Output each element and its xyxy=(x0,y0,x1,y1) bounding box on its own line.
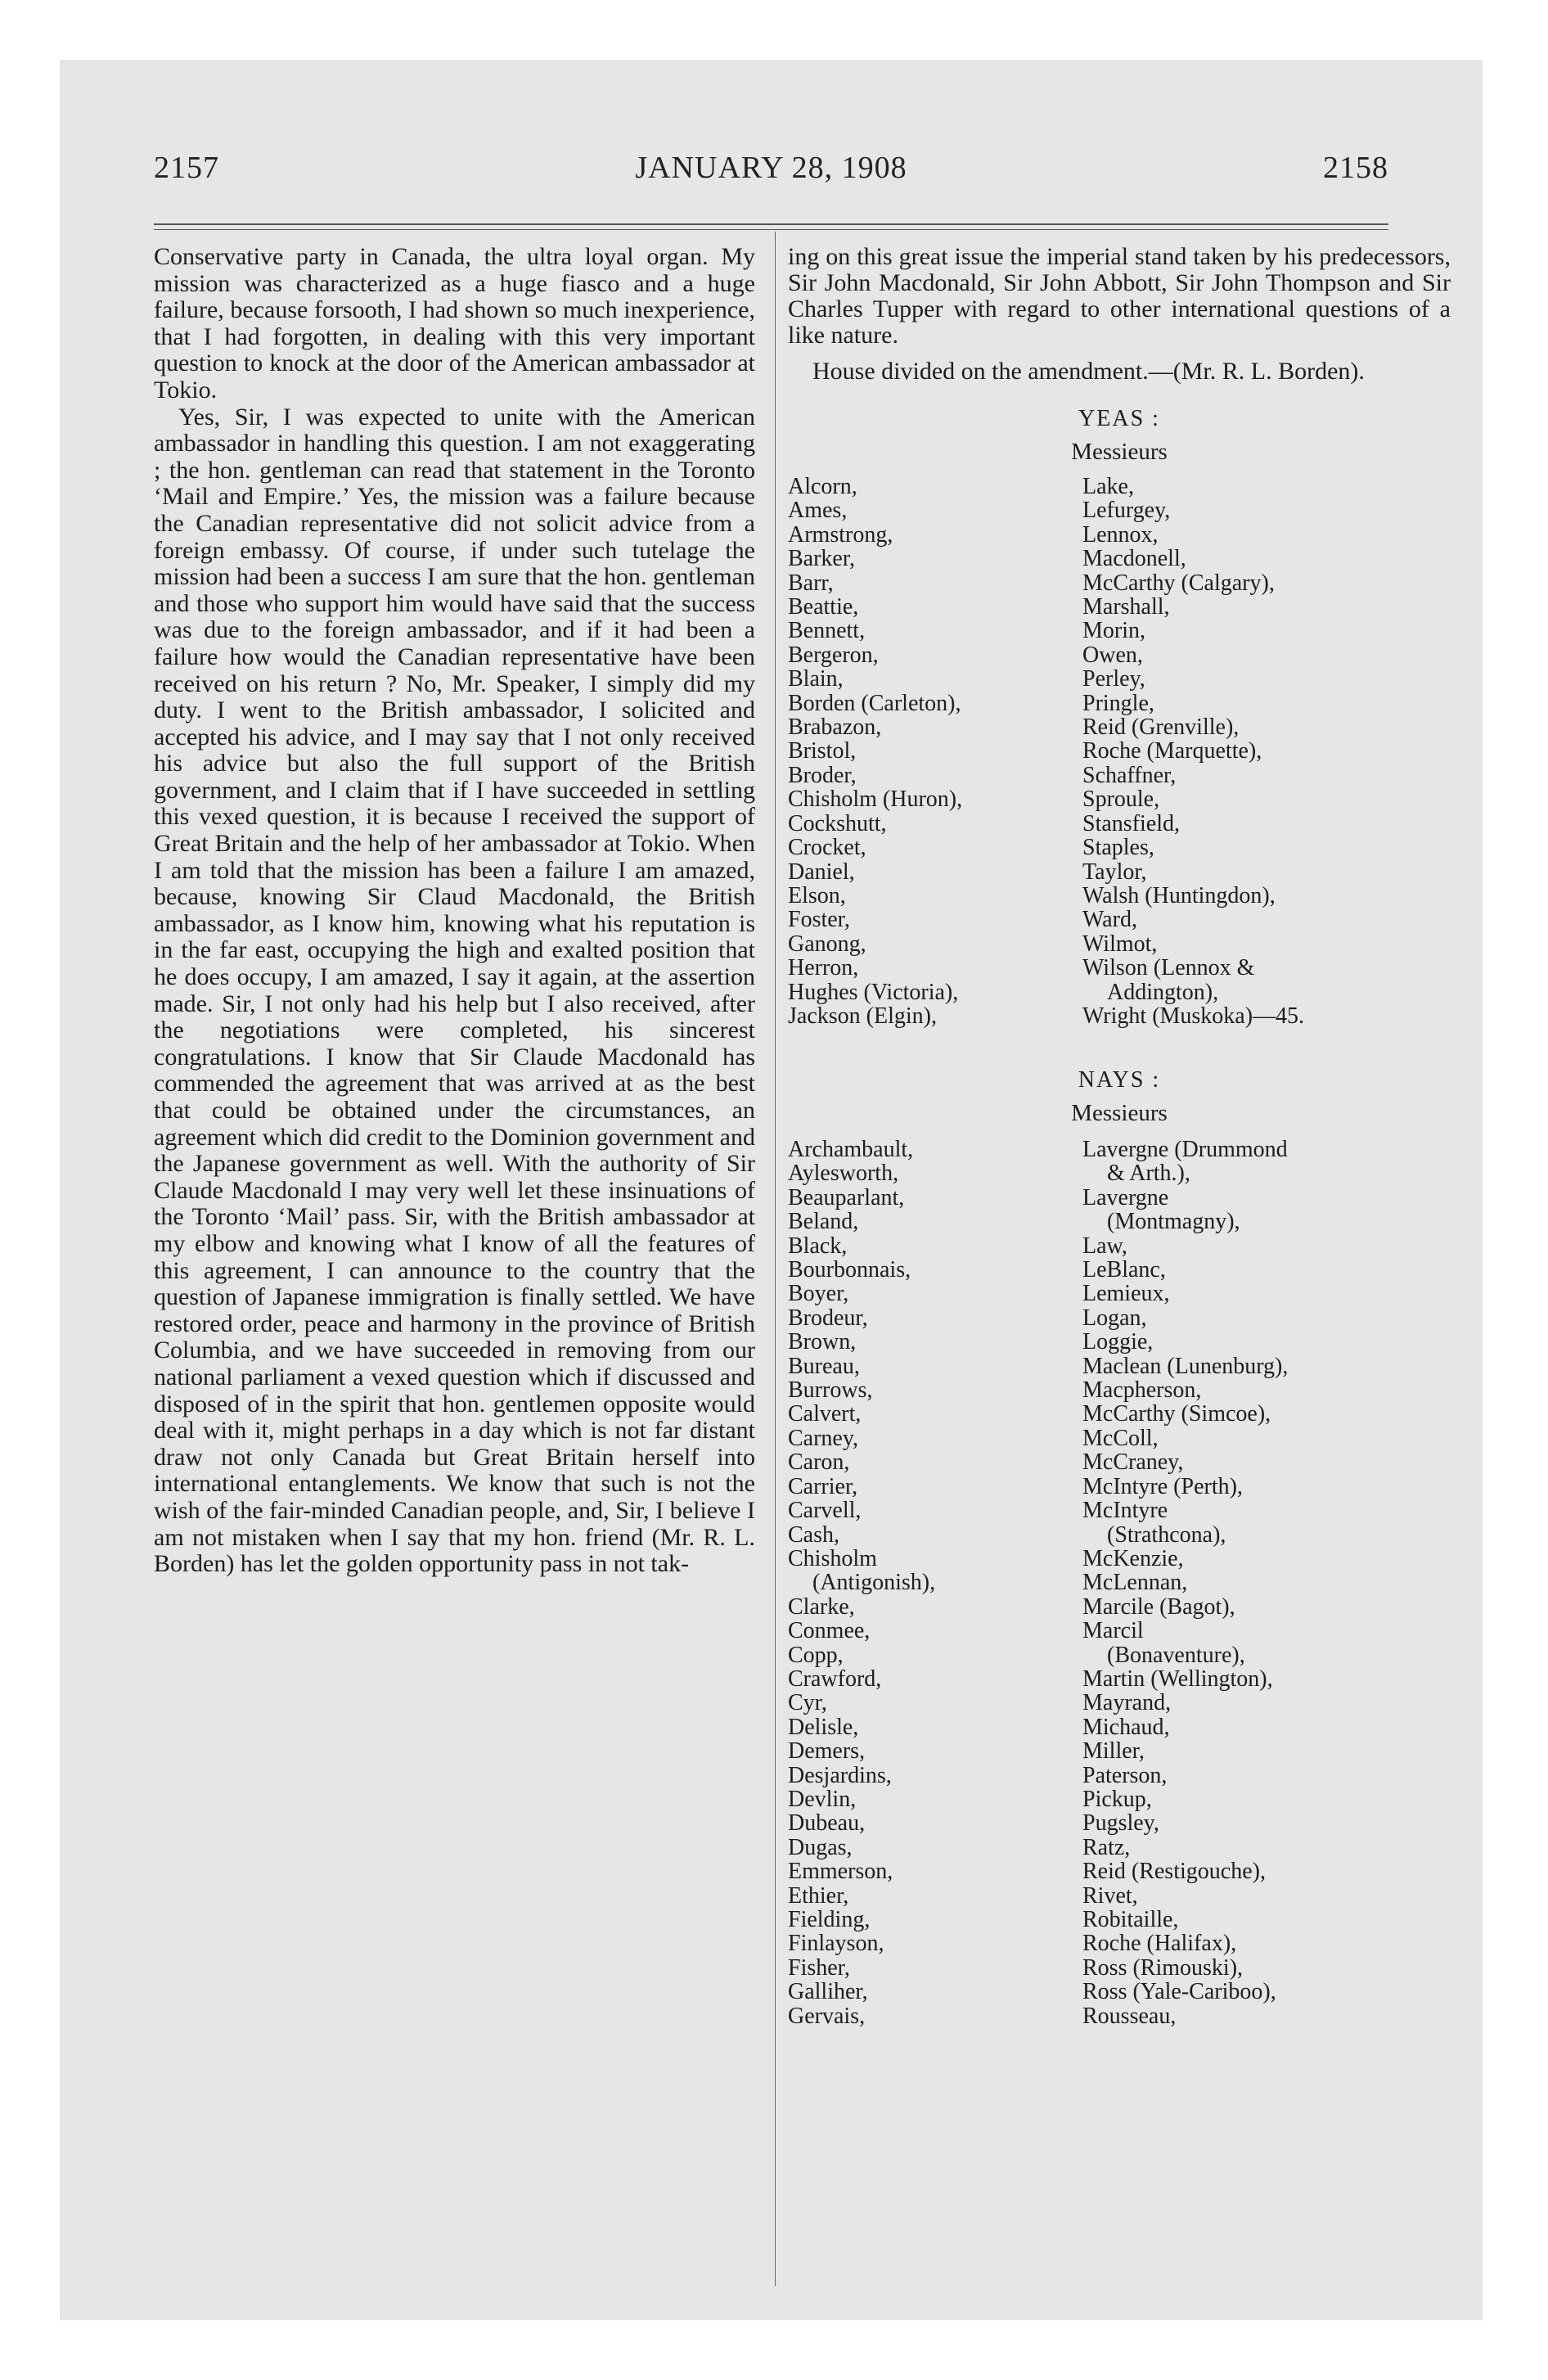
paragraph: Conservative party in Canada, the ultra loyal organ. My mission was characterized as a huge fiasco and a huge failure, because forsooth, I had shown so much inexperience, that I had forgotten, in dealing with this very important question to knock at the door of the American ambassador at Tokio. xyxy=(154,243,755,403)
member-name: McIntyre (Perth), xyxy=(1082,1473,1243,1499)
member-name: Armstrong, xyxy=(788,521,893,548)
member-name: Calvert, xyxy=(788,1401,862,1427)
member-name: (Montmagny), xyxy=(1107,1209,1240,1235)
member-name: McKenzie, xyxy=(1082,1545,1184,1571)
member-name: Foster, xyxy=(788,907,850,933)
member-name: McCarthy (Simcoe), xyxy=(1082,1401,1271,1427)
member-name: Broder, xyxy=(788,762,857,788)
member-name: Ross (Yale-Cariboo), xyxy=(1082,1979,1276,2005)
member-name: Macpherson, xyxy=(1082,1377,1202,1404)
member-name: Stansfield, xyxy=(1082,810,1180,836)
member-name: Law, xyxy=(1082,1233,1127,1259)
member-name: Clarke, xyxy=(788,1593,855,1620)
member-name: Robitaille, xyxy=(1082,1907,1179,1932)
member-name: Demers, xyxy=(788,1738,866,1765)
member-name: Jackson (Elgin), xyxy=(788,1003,937,1029)
header-rule-thin xyxy=(154,229,1388,230)
yeas-column-1 xyxy=(788,475,1082,1028)
member-name: Paterson, xyxy=(1082,1762,1168,1788)
member-name: Walsh (Huntingdon), xyxy=(1082,882,1276,908)
member-name: Hughes (Victoria), xyxy=(788,979,959,1005)
member-name: Archambault, xyxy=(788,1137,914,1162)
member-name: Marcile (Bagot), xyxy=(1082,1593,1235,1620)
member-name: Fielding, xyxy=(788,1907,871,1932)
page-number-right: 2158 xyxy=(1323,151,1388,185)
member-name: Ames, xyxy=(788,498,848,524)
member-name: Mayrand, xyxy=(1082,1690,1172,1716)
yeas-column-2 xyxy=(1082,475,1451,1028)
member-name: Lavergne xyxy=(1082,1184,1169,1210)
member-name: Boyer, xyxy=(788,1281,849,1307)
member-name: & Arth.), xyxy=(1107,1161,1190,1187)
member-name: Reid (Grenville), xyxy=(1082,714,1240,741)
member-name: Crawford, xyxy=(788,1666,882,1692)
column-divider xyxy=(775,232,776,2286)
member-name: Loggie, xyxy=(1082,1329,1154,1355)
paragraph: Yes, Sir, I was expected to unite with the American ambassador in handling this question. I am not exaggerating ; the hon. gentleman can read that statement in the Toronto ‘Mail and Empire.’ Yes, the mission was a failure because the Canadian representative did not solicit advice from a foreign embassy. Of course, if under such tutelage the mission had been a success I am sure that the hon. gentleman and those who support him would have said that the success was due to the foreign ambassador, and if it had been a failure how would the Canadian representative have been received on his return ? No, Mr. Speaker, I simply did my duty. I went to the British ambassador, I solicited and accepted his advice, and I may say that I not only received his advice but also the full support of the British government, and I claim that if I have succeeded in settling this vexed question, it is because I received the support of Great Britain and the help of her ambassador at Tokio. When I am told that the mission has been a failure I am amazed, because, knowing Sir Claud Macdonald, the British ambassador, as I know him, knowing what his reputation is in the far east, occupying the high and exalted position that he does occupy, I am amazed, I say it again, at the assertion made. Sir, I not only had his help but I also received, after the negotiations were completed, his sincerest congratulations. I know that Sir Claude Macdonald has commended the agreement that was arrived at as the best that could be obtained under the circumstances, an agreement which did credit to the Dominion government and the Japanese government as well. With the authority of Sir Claude Macdonald I may very well let these insinuations of the Toronto ‘Mail’ pass. Sir, with the British ambassador at my elbow and knowing what I know of all the features of this agreement, I can announce to the country that the question of Japanese immigration is finally settled. We have restored order, peace and harmony in the province of British Columbia, and we have succeeded in removing from our national parliament a vexed question which if discussed and disposed of in the spirit that hon. gentlemen opposite would deal with it, might perhaps in a day which is not far distant draw not only Canada but Great Britain herself into international entanglements. We know that such is not the wish of the fair-minded Canadian people, and, Sir, I believe I am not mistaken when I say that my hon. friend (Mr. R. L. Borden) has let the golden opportunity pass in not tak- xyxy=(154,403,755,1578)
member-name: Gervais, xyxy=(788,2003,866,2029)
member-name: Marshall, xyxy=(1082,594,1170,620)
member-name: Brabazon, xyxy=(788,714,882,741)
right-column xyxy=(788,244,1451,2038)
member-name: Borden (Carleton), xyxy=(788,690,961,716)
page-header xyxy=(154,150,1388,191)
member-name: Bureau, xyxy=(788,1353,860,1379)
header-rule xyxy=(154,223,1388,225)
member-name: Copp, xyxy=(788,1642,844,1668)
member-name: Marcil xyxy=(1082,1618,1144,1644)
member-name: Ward, xyxy=(1082,907,1137,933)
member-name: McLennan, xyxy=(1082,1570,1188,1596)
member-name: McColl, xyxy=(1082,1425,1159,1451)
member-name: Wilmot, xyxy=(1082,931,1158,957)
paragraph-continuation: ing on this great issue the imperial stand taken by his predecessors, Sir John Macdonald, Sir John Abbott, Sir John Thompson and Sir Charles Tupper with regard to other international questions of a like nature. xyxy=(788,243,1451,349)
member-name: Morin, xyxy=(1082,618,1145,644)
member-name: McIntyre xyxy=(1082,1498,1168,1524)
member-name: Beauparlant, xyxy=(788,1184,905,1210)
member-name: Elson, xyxy=(788,882,846,908)
member-name: Lavergne (Drummond xyxy=(1082,1137,1288,1162)
member-name: Pickup, xyxy=(1082,1786,1152,1812)
member-name: McCarthy (Calgary), xyxy=(1082,570,1275,596)
member-name: Carney, xyxy=(788,1425,859,1451)
member-name: Logan, xyxy=(1082,1305,1147,1331)
member-name: Roche (Halifax), xyxy=(1082,1931,1237,1957)
member-name: Chisholm (Huron), xyxy=(788,787,963,813)
member-name: Schaffner, xyxy=(1082,762,1177,788)
member-name: Bourbonnais, xyxy=(788,1257,911,1283)
page-number-left: 2157 xyxy=(154,151,219,185)
member-name: Bristol, xyxy=(788,738,857,764)
nays-list xyxy=(788,1138,1451,2038)
member-name: (Bonaventure), xyxy=(1107,1642,1245,1668)
member-name: Lake, xyxy=(1082,474,1134,499)
member-name: Lemieux, xyxy=(1082,1281,1170,1307)
member-name: Beattie, xyxy=(788,594,859,620)
member-name: Bennett, xyxy=(788,618,866,644)
nays-column-1 xyxy=(788,1138,1082,2028)
member-name: Emmerson, xyxy=(788,1859,893,1885)
member-name: Rousseau, xyxy=(1082,2003,1177,2029)
member-name: Delisle, xyxy=(788,1714,859,1740)
member-name: Cyr, xyxy=(788,1690,827,1716)
member-name: Bergeron, xyxy=(788,642,879,668)
member-name: Brown, xyxy=(788,1329,857,1355)
member-name: Staples, xyxy=(1082,835,1154,861)
member-name: Ethier, xyxy=(788,1882,849,1909)
member-name: Barker, xyxy=(788,546,856,572)
member-name: Wright (Muskoka)—45. xyxy=(1082,1003,1305,1029)
division-statement: House divided on the amendment.—(Mr. R. L. Borden). xyxy=(812,358,1365,385)
member-name: Beland, xyxy=(788,1209,859,1235)
member-name: Ganong, xyxy=(788,931,866,957)
member-name: Galliher, xyxy=(788,1979,868,2005)
member-name: Alcorn, xyxy=(788,474,857,499)
member-name: Martin (Wellington), xyxy=(1082,1666,1273,1692)
member-name: Perley, xyxy=(1082,666,1145,692)
page-date: JANUARY 28, 1908 xyxy=(635,151,907,185)
member-name: Reid (Restigouche), xyxy=(1082,1859,1266,1885)
left-column xyxy=(154,244,755,1578)
member-name: Ross (Rimouski), xyxy=(1082,1954,1244,1981)
member-name: Finlayson, xyxy=(788,1931,884,1957)
member-name: Miller, xyxy=(1082,1738,1145,1765)
member-name: Herron, xyxy=(788,955,859,981)
member-name: Brodeur, xyxy=(788,1305,868,1331)
yeas-subheading: Messieurs xyxy=(1071,439,1168,465)
member-name: McCraney, xyxy=(1082,1449,1184,1476)
member-name: Pugsley, xyxy=(1082,1810,1159,1837)
member-name: Aylesworth, xyxy=(788,1161,899,1187)
member-name: Ratz, xyxy=(1082,1834,1131,1860)
nays-subheading: Messieurs xyxy=(1071,1100,1168,1126)
member-name: Maclean (Lunenburg), xyxy=(1082,1353,1289,1379)
member-name: Lennox, xyxy=(1082,521,1159,548)
member-name: Blain, xyxy=(788,666,844,692)
member-name: Sproule, xyxy=(1082,787,1160,813)
member-name: (Strathcona), xyxy=(1107,1521,1226,1548)
member-name: Macdonell, xyxy=(1082,546,1186,572)
member-name: Carvell, xyxy=(788,1498,862,1524)
member-name: Dugas, xyxy=(788,1834,853,1860)
nays-column-2 xyxy=(1082,1138,1451,2028)
member-name: Fisher, xyxy=(788,1954,850,1981)
member-name: Cash, xyxy=(788,1521,839,1548)
member-name: Owen, xyxy=(1082,642,1143,668)
member-name: LeBlanc, xyxy=(1082,1257,1166,1283)
nays-heading: NAYS : xyxy=(1078,1067,1161,1093)
member-name: Rivet, xyxy=(1082,1882,1138,1909)
member-name: Wilson (Lennox & xyxy=(1082,955,1255,981)
member-name: Cockshutt, xyxy=(788,810,887,836)
yeas-heading: YEAS : xyxy=(1078,406,1160,431)
member-name: Caron, xyxy=(788,1449,850,1476)
member-name: Lefurgey, xyxy=(1082,498,1171,524)
member-name: Chisholm xyxy=(788,1545,877,1571)
member-name: Taylor, xyxy=(1082,859,1147,885)
member-name: Conmee, xyxy=(788,1618,871,1644)
yeas-list xyxy=(788,475,1451,1048)
member-name: Michaud, xyxy=(1082,1714,1170,1740)
member-name: Crocket, xyxy=(788,835,866,861)
member-name: Dubeau, xyxy=(788,1810,866,1837)
member-name: Addington), xyxy=(1107,979,1219,1005)
scanned-page xyxy=(60,60,1483,2320)
member-name: Black, xyxy=(788,1233,848,1259)
member-name: Roche (Marquette), xyxy=(1082,738,1262,764)
member-name: Daniel, xyxy=(788,859,855,885)
member-name: Barr, xyxy=(788,570,834,596)
member-name: (Antigonish), xyxy=(812,1570,936,1596)
member-name: Carrier, xyxy=(788,1473,858,1499)
member-name: Devlin, xyxy=(788,1786,857,1812)
member-name: Pringle, xyxy=(1082,690,1154,716)
member-name: Desjardins, xyxy=(788,1762,892,1788)
member-name: Burrows, xyxy=(788,1377,873,1404)
